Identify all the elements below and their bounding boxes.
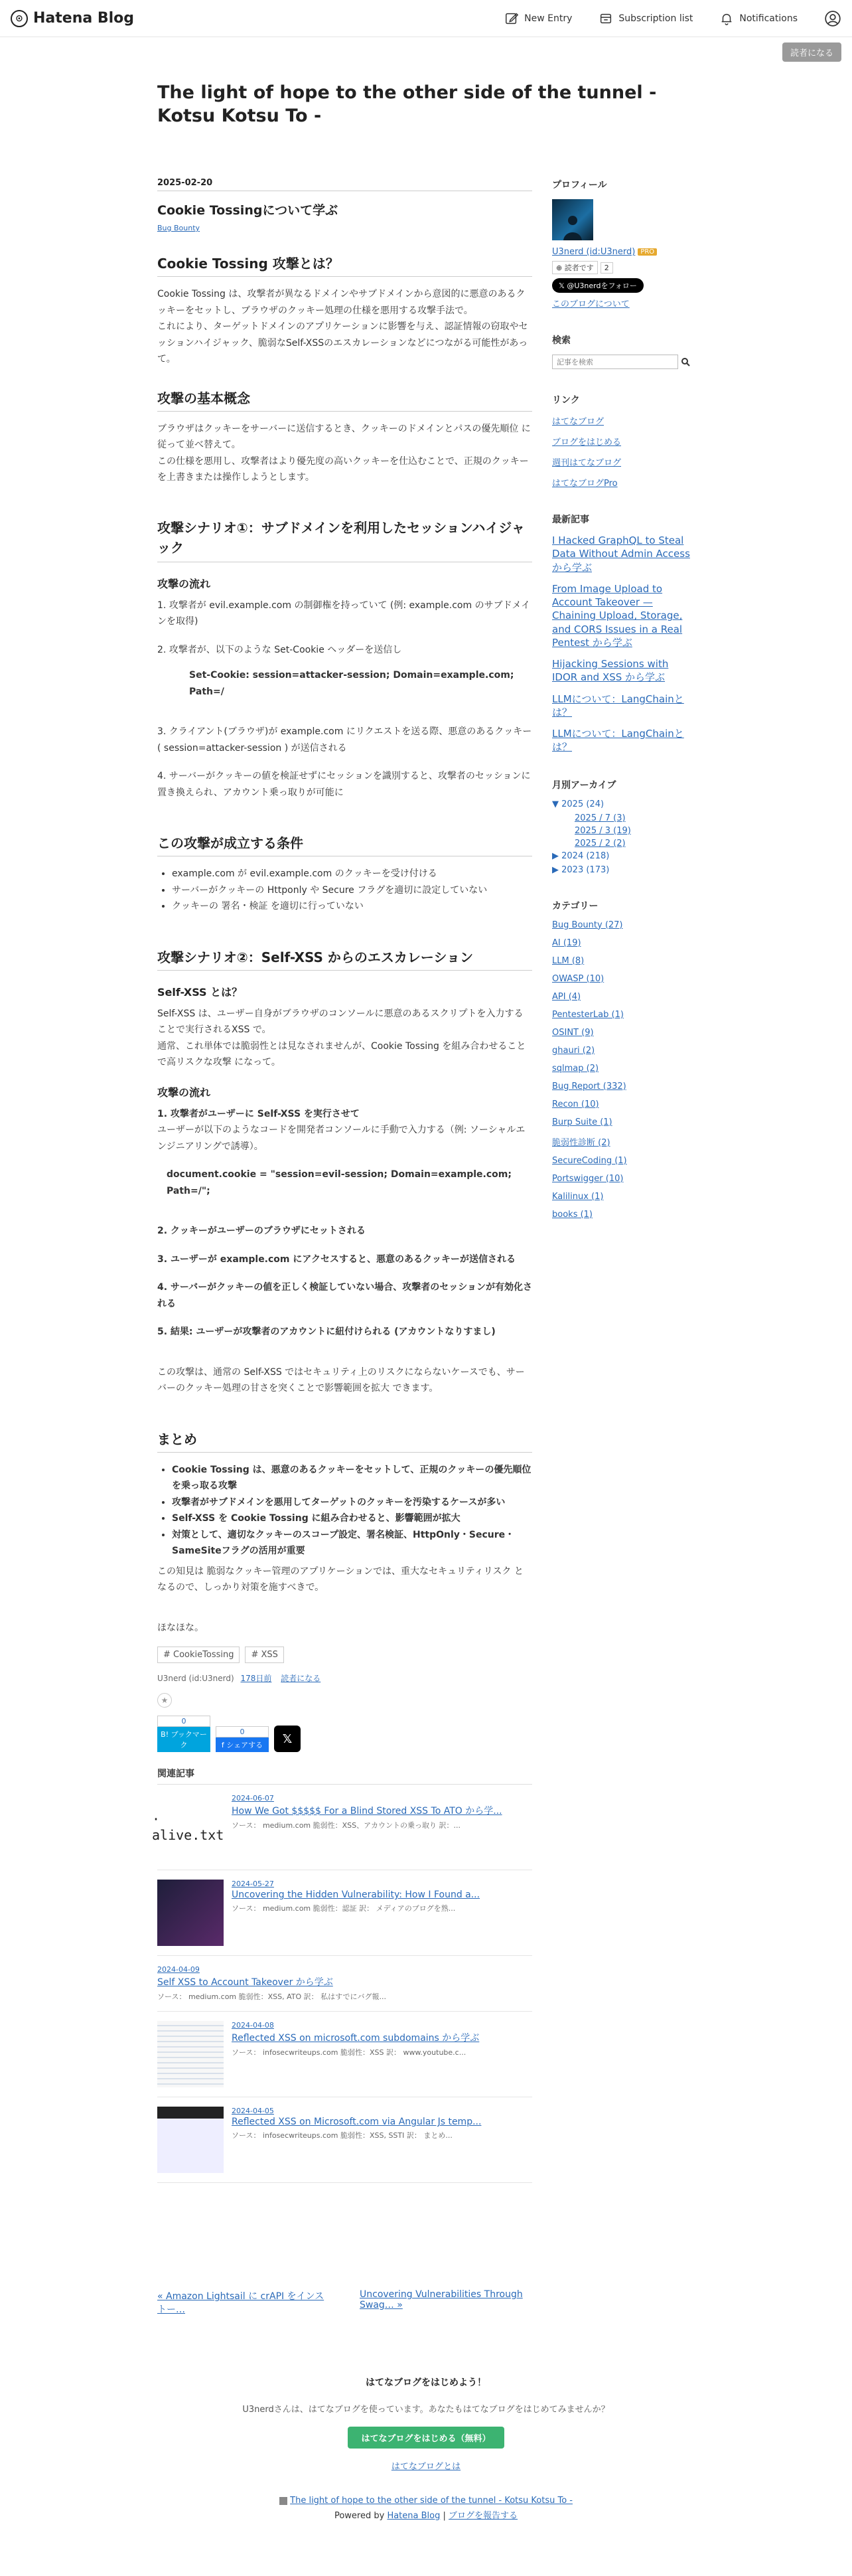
- x-follow-label: @U3nerdをフォロー: [567, 282, 637, 291]
- pencil-icon: [504, 11, 519, 26]
- recent-entry-link[interactable]: LLMについて：LangChainとは？: [552, 692, 684, 718]
- links-title: リンク: [552, 395, 580, 406]
- scenario2-step5: 5. 結果: ユーザーが攻撃者のアカウントに紐付けられる (アカウントなりすまし): [157, 1327, 496, 1338]
- subscription-list-label: Subscription list: [618, 13, 693, 24]
- heading-scenario-1: 攻撃シナリオ①：サブドメインを利用したセッションハイジャック: [157, 518, 532, 562]
- scenario2-code: document.cookie = "session=evil-session; Domain=example.com; Path=/";: [167, 1169, 512, 1196]
- user-icon: [824, 10, 841, 27]
- archive-list: [552, 799, 695, 875]
- para-what-1: Cookie Tossing は、攻撃者が異なるドメインやサブドメインから意図的に悪意のあるクッキーをセットし、ブラウザのクッキー処理の仕様を悪用する攻撃手法で。: [157, 289, 526, 316]
- powered-prefix: Powered by: [334, 2511, 385, 2522]
- prev-entry-link[interactable]: « Amazon Lightsail に crAPI をインストー…: [157, 2291, 324, 2316]
- reader-label: 読者です: [564, 264, 594, 273]
- heading-flow-1: 攻撃の流れ: [157, 577, 211, 590]
- scenario1-code: Set-Cookie: session=attacker-session; Domain=example.com; Path=/: [189, 670, 514, 697]
- reader-count: 2: [601, 262, 613, 274]
- category-link[interactable]: OWASP (10): [552, 973, 604, 984]
- scenario1-step1: 1. 攻撃者が evil.example.com の制御権を持っていて (例: example.com のサブドメインを取得): [157, 600, 531, 627]
- avatar-figure-icon: [559, 211, 586, 240]
- scenario1-step4: 4. サーバーがクッキーの値を検証せずにセッションを識別すると、攻撃者のセッションに置き換えられ、アカウント乗っ取りが可能に: [157, 771, 531, 798]
- category-link[interactable]: SecureCoding (1): [552, 1155, 627, 1166]
- new-entry-button[interactable]: [504, 11, 572, 26]
- para-closing: ほなほな。: [157, 1622, 204, 1633]
- x-logo-icon: 𝕏: [559, 282, 567, 291]
- related-date[interactable]: 2024-06-07: [232, 1794, 274, 1803]
- tag-cookietossing[interactable]: # CookieTossing: [157, 1647, 240, 1663]
- recent-list: [552, 534, 695, 754]
- become-reader-button[interactable]: 読者になる: [782, 42, 841, 62]
- summary-item: • 対策として、適切なクッキーのスコープ設定、署名検証、HttpOnly・Secure・SameSiteフラグの活用が重要: [172, 1527, 532, 1560]
- category-link[interactable]: books (1): [552, 1209, 593, 1220]
- related-date[interactable]: 2024-04-09: [157, 1965, 200, 1974]
- scenario2-step3: 3. ユーザーが example.com にアクセスすると、悪意のあるクッキーが送信される: [157, 1253, 516, 1265]
- about-blog-link[interactable]: このブログについて: [552, 299, 630, 310]
- top-nav: [504, 10, 841, 27]
- links-list: [552, 414, 695, 489]
- start-blog-button[interactable]: はてなブログをはじめる（無料）: [348, 2427, 504, 2449]
- scenario2-step2: 2. クッキーがユーザーのブラウザにセットされる: [157, 1226, 366, 1237]
- para-what-2: これにより、ターゲットドメインのアプリケーションに影響を与え、認証情報の窃取やセッションハイジャック、脆弱なSelf-XSSのエスカレーションなどにつながる可能性があって。: [157, 321, 528, 365]
- para-concept-2: この仕様を悪用し、攻撃者はより優先度の高いクッキーを仕込むことで、正規のクッキーを上書きまたは操作しようとします。: [157, 455, 529, 483]
- tag-xss[interactable]: # XSS: [245, 1647, 283, 1663]
- related-link[interactable]: Uncovering the Hidden Vulnerability: How I Found a...: [232, 1890, 480, 1901]
- hatena-logo[interactable]: [11, 10, 134, 27]
- search-box: [552, 355, 695, 369]
- related-thumbnail[interactable]: [157, 1880, 224, 1946]
- pro-badge: PRO: [638, 248, 657, 256]
- related-desc: ソース： infosecwriteups.com 脆弱性：XSS, SSTI 訳： まとめ...: [232, 2131, 453, 2140]
- related-desc: ソース： infosecwriteups.com 脆弱性：XSS 訳： www.youtube.c...: [232, 2048, 466, 2057]
- related-item[interactable]: [157, 2097, 532, 2183]
- entry-date[interactable]: 2025-02-20: [157, 178, 532, 191]
- top-bar: [0, 0, 852, 58]
- heading-what: Cookie Tossing 攻撃とは？: [157, 253, 532, 277]
- related-thumbnail[interactable]: [152, 1794, 224, 1860]
- search-input[interactable]: [552, 355, 678, 369]
- avatar[interactable]: [552, 199, 593, 240]
- recent-entry-link[interactable]: From Image Upload to Account Takeover — Chaining Upload, Storage, and CORS Issues in a Real Pentest から学ぶ: [552, 582, 683, 649]
- condition-item: • example.com が evil.example.com のクッキーを受け付ける: [172, 866, 532, 882]
- plus-icon: ⊕: [556, 264, 565, 273]
- scenario1-step3: 3. クライアント(ブラウザ)が example.com にリクエストを送る際、悪意のあるクッキー ( session=attacker-session ) が送信される: [157, 726, 532, 754]
- archive-year-2023[interactable]: ▶ 2023 (173): [552, 864, 610, 875]
- entry-ago-link[interactable]: 178日前: [240, 1674, 272, 1684]
- recent-entry-link[interactable]: Hijacking Sessions with IDOR and XSS から学ぶ: [552, 658, 669, 684]
- heading-concept: 攻撃の基本概念: [157, 388, 532, 412]
- link-weekly[interactable]: 週刊はてなブログ: [552, 458, 622, 469]
- category-link[interactable]: Recon (10): [552, 1099, 599, 1109]
- subscription-icon: [599, 11, 613, 26]
- page-container: [152, 81, 695, 2522]
- hatebu-share-button[interactable]: [157, 1716, 210, 1752]
- link-pro[interactable]: はてなブログPro: [552, 479, 618, 489]
- scenario1-step2: 2. 攻撃者が、以下のような Set-Cookie ヘッダーを送信し: [157, 644, 402, 655]
- footer-powered: [157, 2508, 695, 2521]
- category-link[interactable]: Portswigger (10): [552, 1173, 624, 1184]
- recent-entry-link[interactable]: LLMについて：LangChainとは？: [552, 728, 684, 754]
- related-link[interactable]: Self XSS to Account Takeover から学ぶ: [157, 1977, 333, 1988]
- conditions-list: [172, 866, 532, 915]
- blog-title[interactable]: The light of hope to the other side of the tunnel - Kotsu Kotsu To -: [157, 82, 657, 127]
- link-hatena-blog[interactable]: はてなブログ: [552, 417, 604, 428]
- archive-month[interactable]: 2025 / 2 (2): [575, 838, 626, 848]
- user-menu-button[interactable]: [824, 10, 841, 27]
- category-link[interactable]: Bug Bounty (27): [552, 920, 623, 930]
- report-blog-link[interactable]: ブログを報告する: [449, 2511, 518, 2522]
- heading-summary: まとめ: [157, 1429, 532, 1453]
- summary-item: • 攻撃者がサブドメインを悪用してターゲットのクッキーを汚染するケースが多い: [172, 1494, 532, 1511]
- entry-category-link[interactable]: Bug Bounty: [157, 224, 200, 233]
- hatena-blog-link[interactable]: Hatena Blog: [387, 2511, 441, 2522]
- related-date[interactable]: 2024-04-05: [232, 2107, 274, 2116]
- profile-name-link[interactable]: U3nerd (id:U3nerd): [552, 247, 636, 258]
- tag-list: [157, 1647, 532, 1663]
- category-link[interactable]: LLM (8): [552, 955, 585, 966]
- profile-title: プロフィール: [552, 180, 607, 191]
- notifications-button[interactable]: [719, 11, 798, 26]
- main-column: [152, 178, 532, 2316]
- condition-item: • サーバーがクッキーの Httponly や Secure フラグを適切に設定していない: [172, 882, 532, 899]
- promo-text: U3nerdさんは、はてなブログを使っています。あなたもはてなブログをはじめてみませんか？: [242, 2405, 610, 2415]
- archive-year-2025[interactable]: ▼ 2025 (24): [552, 799, 604, 809]
- archive-title: 月別アーカイブ: [552, 779, 616, 791]
- related-desc: ソース： medium.com 脆弱性：認証 訳： メディアのブログを熟...: [232, 1904, 456, 1913]
- add-star-icon[interactable]: ★: [157, 1693, 172, 1708]
- notifications-label: Notifications: [739, 13, 798, 24]
- hatena-logo-icon: ⊙: [11, 10, 28, 27]
- category-link[interactable]: Bug Report (332): [552, 1081, 626, 1091]
- logo-text: Hatena Blog: [33, 10, 135, 27]
- about-hatena-blog-link[interactable]: はてなブログとは: [391, 2462, 461, 2472]
- para-summary-end: この知見は 脆弱なクッキー管理のアプリケーションでは、重大なセキュリティリスク となるので、しっかり対策を施すべきで。: [157, 1566, 524, 1593]
- link-start-blog[interactable]: ブログをはじめる: [552, 438, 622, 448]
- heading-selfxss: Self-XSS とは？: [157, 985, 243, 999]
- related-link[interactable]: Reflected XSS on microsoft.com subdomains から学ぶ: [232, 2033, 480, 2044]
- para-concept-1: ブラウザはクッキーをサーバーに送信するとき、クッキーのドメインとパスの優先順位 に従って並べ替えて。: [157, 423, 531, 451]
- category-link[interactable]: OSINT (9): [552, 1027, 594, 1038]
- related-date[interactable]: 2024-04-08: [232, 2021, 274, 2030]
- related-title: 関連記事: [157, 1767, 532, 1785]
- x-follow-button[interactable]: [552, 278, 644, 293]
- related-link[interactable]: Reflected XSS on Microsoft.com via Angular Js temp...: [232, 2117, 482, 2128]
- heading-scenario-2: 攻撃シナリオ②：Self-XSS からのエスカレーション: [157, 947, 532, 971]
- recent-title: 最新記事: [552, 515, 589, 526]
- archive-year-2024[interactable]: ▶ 2024 (218): [552, 850, 610, 861]
- related-link[interactable]: How We Got $$$$$ For a Blind Stored XSS To ATO から学...: [232, 1806, 502, 1817]
- separator: |: [443, 2511, 446, 2522]
- related-thumbnail[interactable]: [157, 2021, 224, 2087]
- condition-item: • クッキーの 署名・検証 を適切に行っていない: [172, 898, 532, 915]
- search-title: 検索: [552, 335, 571, 347]
- hatebu-count: 0: [157, 1716, 210, 1727]
- promo-title: はてなブログをはじめよう！: [366, 2377, 486, 2389]
- category-link[interactable]: sqlmap (2): [552, 1063, 599, 1074]
- entry-pager: [157, 2289, 532, 2316]
- share-buttons: [157, 1716, 532, 1752]
- archive-month[interactable]: 2025 / 3 (19): [575, 825, 631, 836]
- category-link[interactable]: ghauri (2): [552, 1045, 595, 1056]
- facebook-count: 0: [216, 1726, 269, 1737]
- blog-favicon-icon: [279, 2497, 287, 2505]
- related-desc: ソース： medium.com 脆弱性：XSS, ATO 訳： 私はすでにバグ報...: [157, 1992, 386, 2002]
- next-entry-link[interactable]: Uncovering Vulnerabilities Through Swag… »: [360, 2289, 523, 2311]
- archive-month[interactable]: 2025 / 7 (3): [575, 813, 626, 823]
- facebook-share-button[interactable]: [216, 1726, 269, 1752]
- related-desc: ソース： medium.com 脆弱性：XSS、アカウントの乗っ取り 訳：...: [232, 1821, 461, 1830]
- related-item[interactable]: [157, 1870, 532, 1956]
- subscription-list-button[interactable]: [599, 11, 693, 26]
- footer-blog-line: [157, 2496, 695, 2506]
- category-link[interactable]: Kalilinux (1): [552, 1191, 604, 1202]
- footer-blog-link[interactable]: The light of hope to the other side of the tunnel - Kotsu Kotsu To -: [290, 2496, 573, 2506]
- category-link[interactable]: Burp Suite (1): [552, 1117, 612, 1127]
- category-link[interactable]: API (4): [552, 991, 581, 1002]
- bell-icon: [719, 11, 734, 26]
- search-icon[interactable]: [681, 357, 690, 366]
- facebook-label: f シェアする: [216, 1737, 269, 1752]
- para-selfxss-2: 通常、これ単体では脆弱性とは見なされませんが、Cookie Tossing を組み合わせることで高リスクな攻撃 になって。: [157, 1040, 526, 1068]
- related-thumbnail[interactable]: [157, 2107, 224, 2173]
- become-reader-link[interactable]: 読者になる: [281, 1674, 321, 1684]
- recent-entry-link[interactable]: I Hacked GraphQL to Steal Data Without Admin Access から学ぶ: [552, 534, 690, 574]
- scenario2-step1-detail: ユーザーが以下のようなコードを開発者コンソールに手動で入力する（例: ソーシャルエンジニアリングで誘導）。: [157, 1125, 526, 1152]
- related-item[interactable]: [157, 2012, 532, 2097]
- related-item[interactable]: [157, 1956, 532, 2012]
- category-title: カテゴリー: [552, 900, 599, 912]
- new-entry-label: New Entry: [524, 13, 573, 24]
- entry-title[interactable]: Cookie Tossingについて学ぶ: [157, 203, 338, 218]
- category-link[interactable]: 脆弱性診断 (2): [552, 1137, 610, 1148]
- heading-conditions: この攻撃が成立する条件: [157, 833, 532, 856]
- summary-item: • Cookie Tossing は、悪意のあるクッキーをセットして、正規のクッキーの優先順位を乗っ取る攻撃: [172, 1462, 532, 1494]
- summary-list: [172, 1462, 532, 1560]
- x-share-button[interactable]: 𝕏: [274, 1726, 301, 1752]
- content-columns: [152, 178, 695, 2316]
- hatebu-label: B! ブックマーク: [157, 1727, 210, 1752]
- related-date[interactable]: 2024-05-27: [232, 1880, 274, 1889]
- heading-flow-2: 攻撃の流れ: [157, 1086, 211, 1099]
- category-link[interactable]: PentesterLab (1): [552, 1009, 624, 1020]
- related-item[interactable]: [152, 1785, 532, 1870]
- footer: [157, 2375, 695, 2521]
- entry-meta: [157, 1672, 532, 1684]
- summary-item: • Self-XSS を Cookie Tossing に組み合わせると、影響範囲が拡大: [172, 1510, 532, 1527]
- category-list: [552, 920, 695, 1220]
- thumbnail-text: · alive.txt: [152, 1811, 224, 1844]
- para-scenario2-end: この攻撃は、通常の Self-XSS ではセキュリティ上のリスクにならないケースでも、サーバーのクッキー処理の甘さを突くことで影響範囲を拡大 できます。: [157, 1366, 525, 1394]
- category-link[interactable]: AI (19): [552, 937, 581, 948]
- scenario2-step4: 4. サーバーがクッキーの値を正しく検証していない場合、攻撃者のセッションが有効化される: [157, 1282, 532, 1309]
- reader-button[interactable]: [552, 261, 598, 274]
- entry-author: U3nerd (id:U3nerd): [157, 1674, 234, 1684]
- scenario2-step1: 1. 攻撃者がユーザーに Self-XSS を実行させて: [157, 1108, 360, 1119]
- para-selfxss-1: Self-XSS は、ユーザー自身がブラウザのコンソールに悪意のあるスクリプトを入力することで実行されるXSS で。: [157, 1008, 524, 1036]
- sidebar: [552, 178, 695, 2316]
